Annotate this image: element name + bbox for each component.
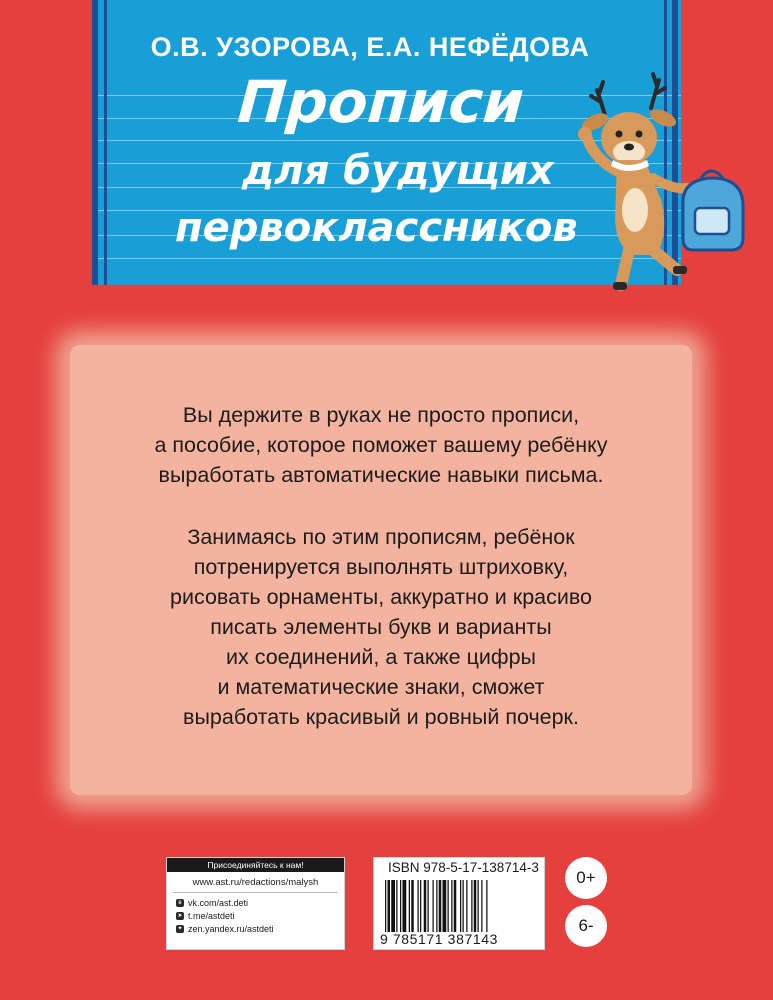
website-link[interactable]: www.ast.ru/redactions/malysh xyxy=(192,877,319,888)
isbn-number: ISBN 978-5-17-138714-3 xyxy=(388,860,539,875)
description-paragraph-2 xyxy=(70,522,692,732)
authors: О.В. УЗОРОВА, Е.А. НЕФЁДОВА xyxy=(150,32,590,62)
social-link-text: vk.com/ast.deti xyxy=(188,897,249,908)
description-line: выработать автоматические навыки письма. xyxy=(158,463,604,487)
description-line: выработать красивый и ровный почерк. xyxy=(183,705,579,729)
title-line-3: первоклассников xyxy=(175,205,578,251)
description-line: потренируется выполнять штриховку, xyxy=(193,555,569,579)
social-heading: Присоединяйтесь к нам! xyxy=(167,858,344,872)
description-paragraph-1 xyxy=(70,400,692,490)
zen-icon: ✦ xyxy=(177,925,183,932)
title-line-2: для будущих xyxy=(242,148,554,194)
age-rating-badge: 0+ xyxy=(565,857,607,899)
description-line: а пособие, которое поможет вашему ребёнку xyxy=(154,433,608,457)
description-line: Занимаясь по этим прописям, ребёнок xyxy=(187,525,575,549)
description-line: рисовать орнаменты, аккуратно и красиво xyxy=(169,585,593,609)
description-line: и математические знаки, сможет xyxy=(217,675,545,699)
isbn-barcode xyxy=(373,857,545,950)
banner-stripe xyxy=(92,0,98,285)
age-rating-badge: 6- xyxy=(565,905,607,947)
description-line: писать элементы букв и варианты xyxy=(210,615,552,639)
social-link-vk[interactable] xyxy=(167,896,344,909)
social-link-zen[interactable] xyxy=(167,922,344,935)
social-link-text: zen.yandex.ru/astdeti xyxy=(188,923,274,934)
banner-stripe xyxy=(104,0,107,285)
telegram-icon: ➤ xyxy=(177,912,183,919)
social-links-box xyxy=(166,857,345,950)
deer-illustration xyxy=(565,60,773,300)
description-line: их соединений, а также цифры xyxy=(225,645,537,669)
description-line: Вы держите в руках не просто прописи, xyxy=(182,403,580,427)
barcode-bars xyxy=(385,880,533,932)
vk-icon: в xyxy=(176,899,184,907)
social-link-telegram[interactable] xyxy=(167,909,344,922)
social-link-text: t.me/astdeti xyxy=(188,910,235,921)
title-line-1: Прописи xyxy=(235,68,527,136)
barcode-digits: 9 785171 387143 xyxy=(380,931,498,947)
divider xyxy=(173,892,338,893)
